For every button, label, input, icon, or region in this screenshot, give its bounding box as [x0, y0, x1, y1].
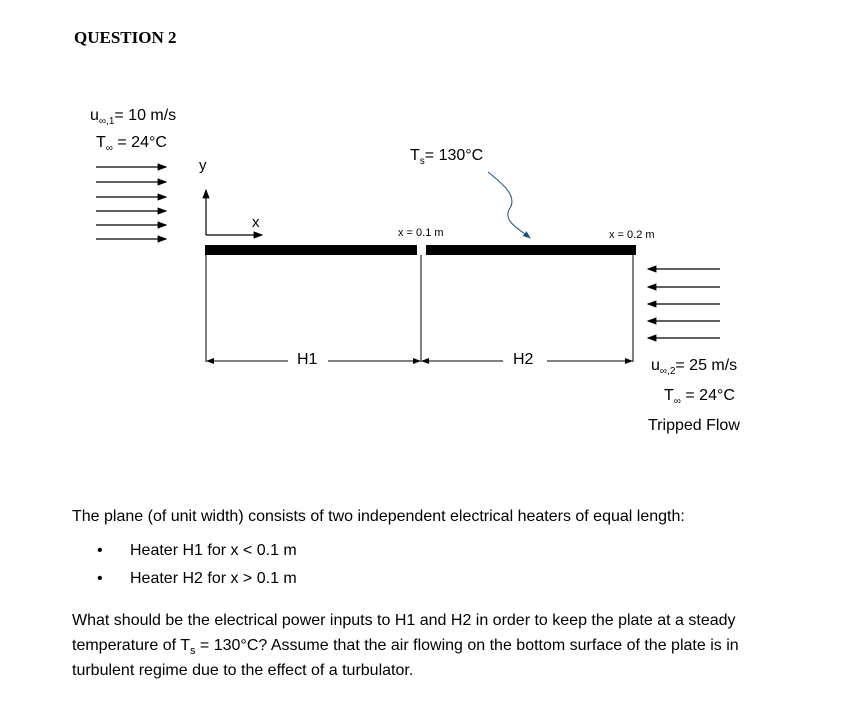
problem-intro: The plane (of unit width) consists of two independent electrical heaters of equal length: — [72, 508, 685, 525]
left-flow-arrows — [96, 167, 166, 239]
heater-h1-label: H1 — [297, 351, 318, 368]
bullet-dot: • — [97, 542, 103, 559]
surface-temp-pointer — [488, 172, 530, 238]
tripped-flow-note: Tripped Flow — [648, 417, 740, 434]
question-text-line2: temperature of $T_s = 130^\circ C$? Assume that the air flowing on the bottom surface of the plate is in — [72, 637, 739, 658]
question-title: QUESTION 2 — [74, 28, 177, 47]
bullet-dot: • — [97, 570, 103, 587]
x-end-label: x = 0.2 m — [609, 229, 655, 241]
heater-h2-plate — [426, 245, 636, 255]
right-flow-velocity: $u_{\infty,2}= 25$ m/s — [651, 357, 738, 378]
right-flow-arrows — [648, 269, 720, 338]
x-mid-label: x = 0.1 m — [398, 227, 444, 239]
heater-h1-plate — [205, 245, 417, 255]
surface-temperature-label: $T_s= 130^\circ C$ — [410, 147, 484, 168]
heater-h2-label: H2 — [513, 351, 534, 368]
left-flow-temperature: $T_\infty = 24^\circ C$ — [96, 134, 167, 155]
right-flow-temperature: $T_\infty = 24^\circ C$ — [664, 387, 735, 408]
bullet-heater-h2: Heater H2 for x > 0.1 m — [130, 570, 297, 587]
bullet-heater-h1: Heater H1 for x < 0.1 m — [130, 542, 297, 559]
axis-x-label: x — [252, 214, 260, 231]
question-text-line1: What should be the electrical power inputs to H1 and H2 in order to keep the plate at a steady — [72, 612, 736, 629]
question-text-line3: turbulent regime due to the effect of a turbulator. — [72, 662, 414, 679]
left-flow-velocity: $u_{\infty,1}= 10$ m/s — [90, 107, 177, 128]
axis-y-label: y — [199, 157, 207, 174]
